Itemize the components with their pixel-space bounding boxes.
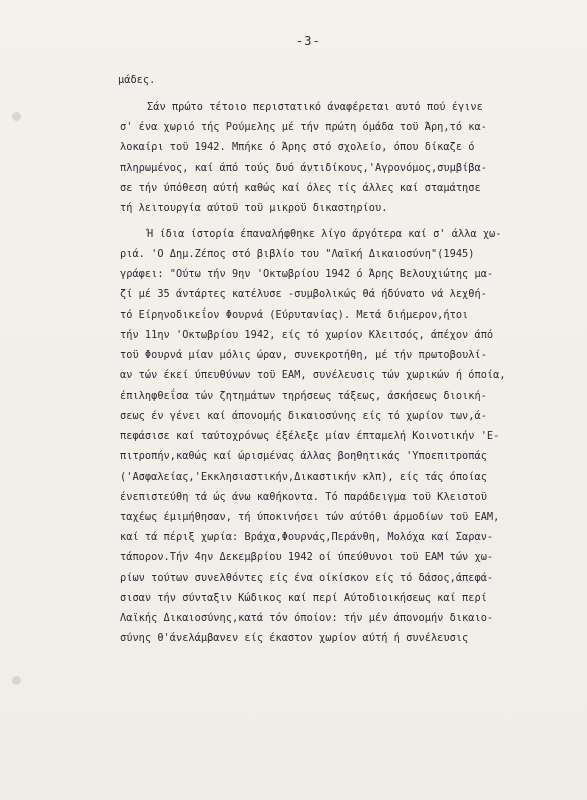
text-line: σε τήν ύπόθεση αύτή καθώς καί όλες τίς άλλες καί σταμάτησε xyxy=(120,182,481,194)
text-line: αν τών έκεί ύπευθύνων τοϋ ΕΑΜ, συνέλευσις τών χωρικών ή όποία, xyxy=(120,369,506,381)
text-line: μάδες. xyxy=(118,74,156,86)
text-line: τή λειτουργία αύτοϋ τοϋ μικροϋ δικαστηρίου. xyxy=(120,202,388,214)
text-line: γράφει: "Ούτω τήν 9ην 'Οκτωβρίου 1942 ό Άρης Βελουχιώτης μα- xyxy=(120,268,494,280)
text-line: ένεπιστεύθη τά ώς άνω καθήκοντα. Τό παράδειγμα τοϋ Κλειστοϋ xyxy=(120,491,487,503)
text-line: σισαν τήν σύνταξιν Κώδικος καί περί Αύτοδιοικήσεως καί περί xyxy=(120,592,487,604)
text-line: πιτροπήν,καθώς καί ώρισμένας άλλας βοηθητικάς 'Υποεπιτροπάς xyxy=(120,450,487,462)
text-line: ριά. 'Ο Δημ.Ζέπος στό βιβλίο του "Λαϊκή Δικαιοσύνη"(1945) xyxy=(120,248,475,260)
text-line: Σάν πρώτο τέτοιο περιστατικό άναφέρεται αυτό πού έγινε xyxy=(147,101,483,113)
text-line: τοϋ Φουρνά μίαν μόλις ώραν, συνεκροτήθη, μέ τήν πρωτοβουλί- xyxy=(120,349,487,361)
text-line: ταχέως έμιμήθησαν, τή ύποκινήσει τών αύτόθι άρμοδίων τοϋ ΕΑΜ, xyxy=(120,511,500,523)
text-line: Ή ίδια ίστορία έπαναλήφθηκε λίγο άργότερα καί σ' άλλα χω- xyxy=(147,228,502,240)
text-line: τάπορον.Τήν 4ην Δεκεμβρίου 1942 οί ύπεύθυνοι τοϋ ΕΑΜ τών χω- xyxy=(120,551,494,563)
text-line: ρίων τούτων συνελθόντες είς ένα οίκίσκον είς τό δάσος,άπεφά- xyxy=(120,572,494,584)
text-line: Λαϊκής Δικαιοσύνης,κατά τόν όποίον: τήν μέν άπονομήν δικαιο- xyxy=(120,612,494,624)
text-line: σ' ένα χωριό τής Ρούμελης μέ τήν πρώτη όμάδα τοϋ Άρη,τό κα- xyxy=(120,121,487,133)
text-line: ζί μέ 35 άντάρτες κατέλυσε -συμβολικώς θά ήδύνατο νά λεχθή- xyxy=(120,288,487,300)
text-line: έπιληφθεΐσα τών ζητημάτων τηρήσεως τάξεως, άσκήσεως διοική- xyxy=(120,390,487,402)
text-line: πεφάσισε καί ταύτοχρόνως έξέλεξε μίαν έπταμελή Κοινοτικήν 'Ε- xyxy=(120,430,500,442)
binder-hole xyxy=(12,676,21,685)
text-line: καί τά πέριξ χωρία: Βράχα,Φουρνάς,Περάνθη, Μολόχα καί Σαραν- xyxy=(120,531,494,543)
text-line: λοκαίρι τοϋ 1942. Μπήκε ό Άρης στό σχολείο, όπου δίκαζε ό xyxy=(120,141,475,153)
text-line: τό Είρηνοδικεΐον Φουρνά (Εύρυτανίας). Μετά διήμερον,ήτοι xyxy=(120,309,469,321)
text-line: τήν 11ην 'Οκτωβρίου 1942, είς τό χωρίον Κλειτσός, άπέχον άπό xyxy=(120,329,494,341)
text-line: ('Ασφαλείας,'Εκκλησιαστικήν,Δικαστικήν κλπ), είς τάς όποίας xyxy=(120,471,487,483)
text-line: σύνης θ'άνελάμβανεν είς έκαστον χωρίον αύτή ή συνέλευσις xyxy=(120,632,469,644)
page-number: -3- xyxy=(296,34,321,48)
text-line: πληρωμένος, καί άπό τούς δυό άντιδίκους,'Αγρονόμος,συμβίβα- xyxy=(120,162,487,174)
binder-hole xyxy=(12,112,21,121)
text-line: σεως έν γένει καί άπονομής δικαιοσύνης είς τό χωρίον των,ά- xyxy=(120,410,487,422)
